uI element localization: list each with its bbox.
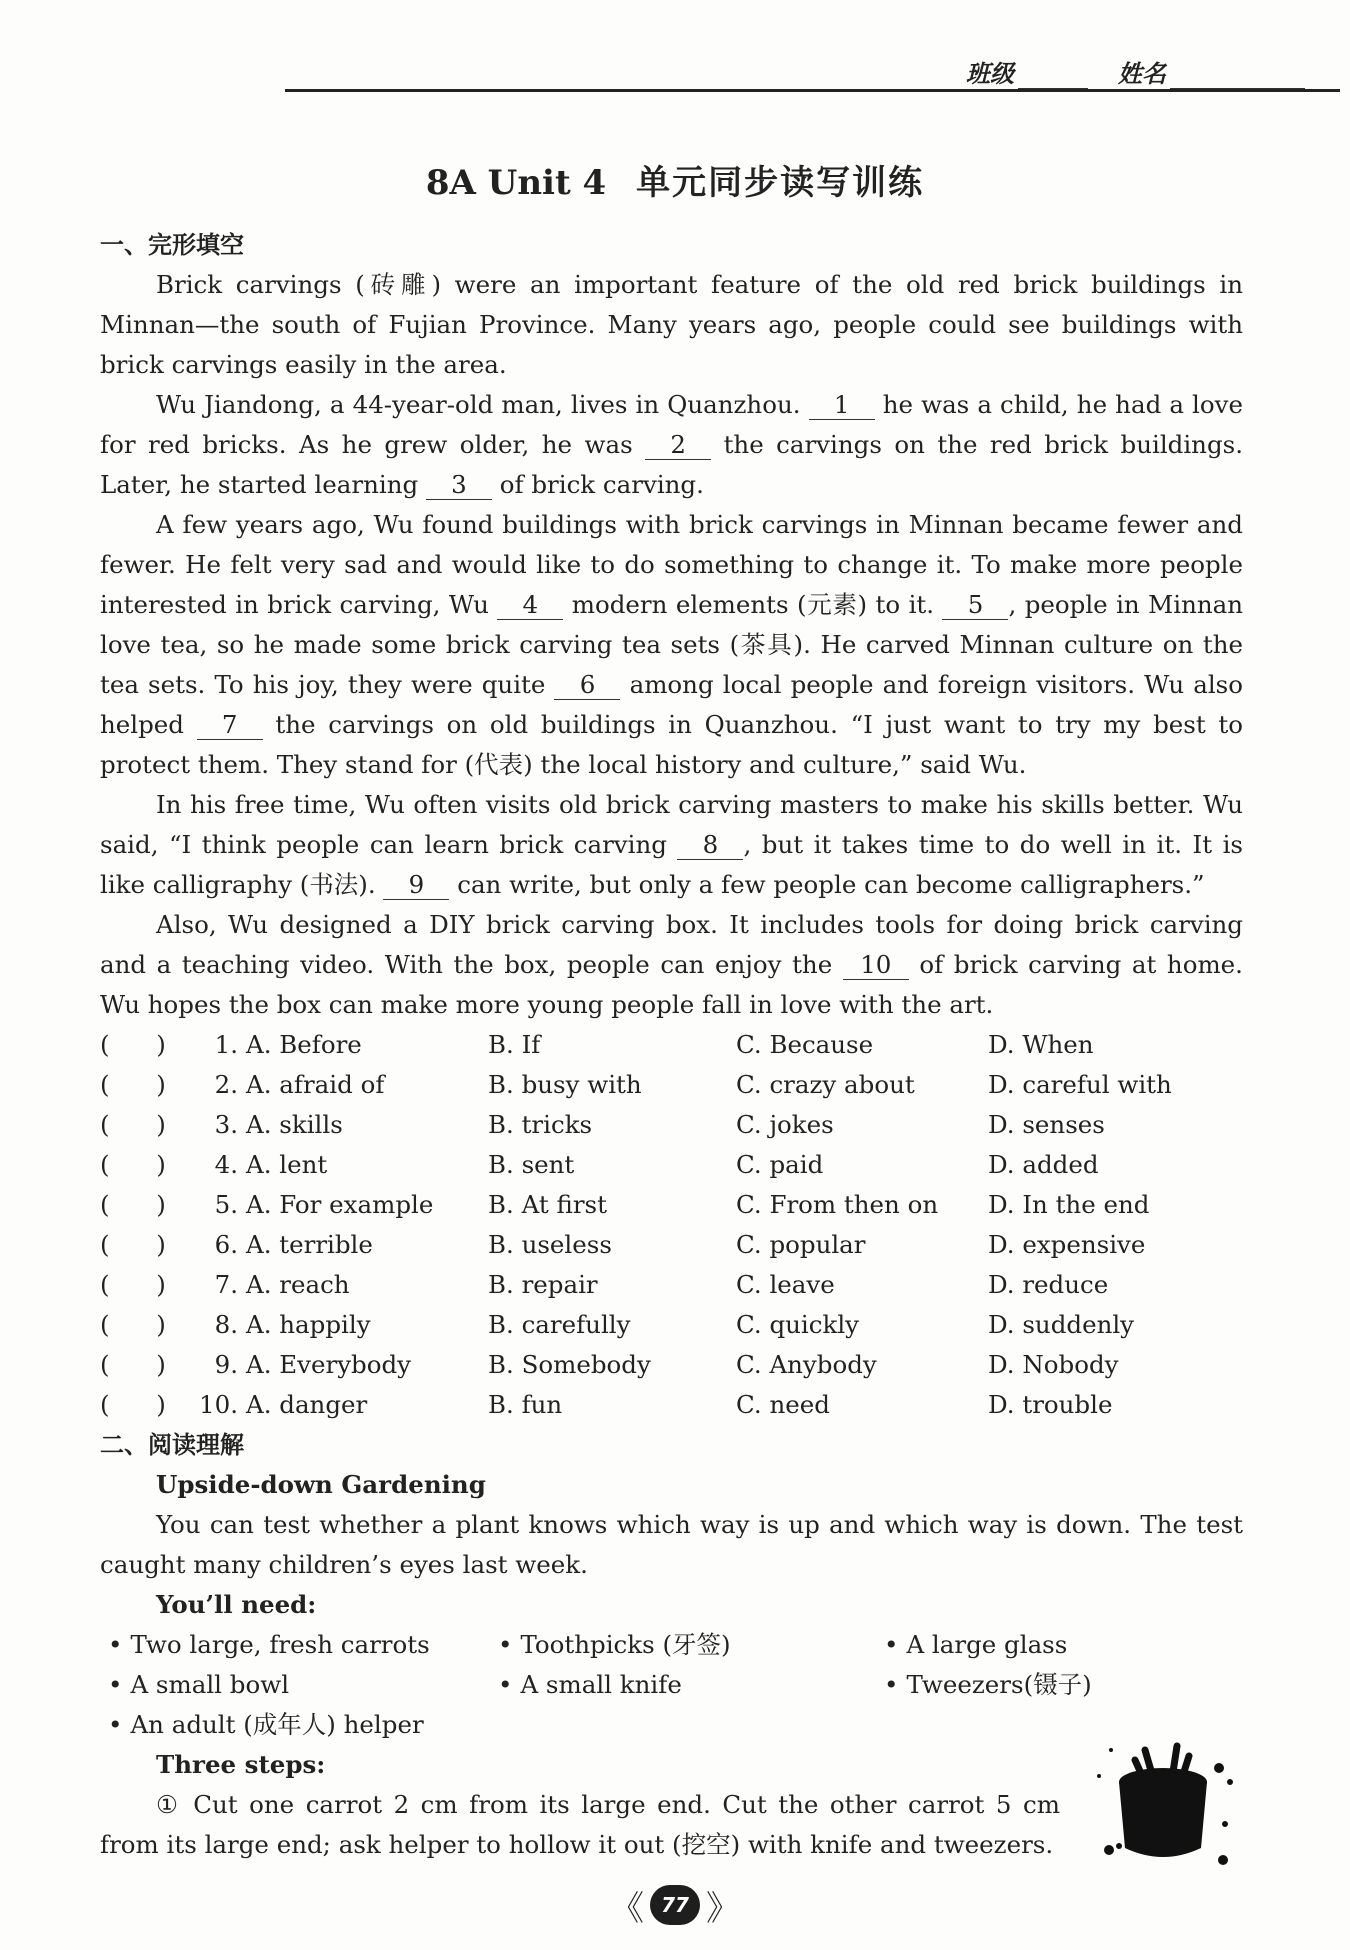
passage-paragraph	[100, 265, 1243, 385]
option-d[interactable]: D. reduce	[988, 1270, 1109, 1299]
step-1: ① Cut one carrot 2 cm from its large end. Cut the other carrot 5 cm from its large end; ask helper to hollow it out (挖空) with knife and tweezers.	[100, 1790, 1060, 1859]
option-c[interactable]: C. From then on	[736, 1190, 939, 1219]
cloze-blank[interactable]: 6	[554, 671, 620, 700]
option-row	[100, 1305, 1243, 1345]
question-number: 9.	[214, 1350, 238, 1379]
question-number: 10.	[199, 1390, 238, 1419]
option-d[interactable]: D. expensive	[988, 1230, 1146, 1259]
option-row	[100, 1025, 1243, 1065]
article-title: Upside-down Gardening	[156, 1470, 486, 1499]
need-item: • A large glass	[876, 1625, 1236, 1665]
option-b[interactable]: B. sent	[488, 1150, 575, 1179]
option-c[interactable]: C. crazy about	[736, 1070, 915, 1099]
option-b[interactable]: B. useless	[488, 1230, 612, 1259]
passage-text: the carvings on old buildings in Quanzhou. “I just want to try my best to protect them. They stand for (代表) the local history and culture,” said Wu.	[100, 710, 1243, 779]
answer-bracket[interactable]: ( )	[100, 1150, 166, 1179]
option-d[interactable]: D. When	[988, 1030, 1094, 1059]
cloze-options	[100, 1025, 1243, 1425]
option-a[interactable]: A. skills	[246, 1110, 343, 1139]
passage-paragraph	[100, 905, 1243, 1025]
option-a[interactable]: A. terrible	[246, 1230, 373, 1259]
option-d[interactable]: D. senses	[988, 1110, 1105, 1139]
passage-text: among local people and foreign visitors. Wu also helped	[100, 670, 1243, 739]
option-a[interactable]: A. Before	[246, 1030, 362, 1059]
content	[100, 225, 1243, 1865]
question-number: 6.	[214, 1230, 238, 1259]
option-row	[100, 1345, 1243, 1385]
question-number: 3.	[214, 1110, 238, 1139]
option-c[interactable]: C. Anybody	[736, 1350, 877, 1379]
option-a[interactable]: A. afraid of	[246, 1070, 385, 1099]
option-row	[100, 1105, 1243, 1145]
question-number: 7.	[214, 1270, 238, 1299]
passage-text: , but it takes time to do well in it. It is like calligraphy (书法).	[100, 830, 1243, 899]
class-field: 班级	[966, 54, 1088, 89]
passage-paragraph	[100, 505, 1243, 785]
question-number: 8.	[214, 1310, 238, 1339]
passage-text: , people in Minnan love tea, so he made some brick carving tea sets (茶具). He carved Minnan culture on the tea sets. To his joy, they were quite	[100, 590, 1244, 699]
passage-text: of brick carving.	[491, 470, 704, 499]
student-fields	[966, 54, 1305, 89]
option-c[interactable]: C. paid	[736, 1150, 824, 1179]
option-c[interactable]: C. quickly	[736, 1310, 859, 1339]
need-item: • A small knife	[490, 1665, 876, 1705]
option-a[interactable]: A. reach	[246, 1270, 350, 1299]
chevron-right-icon: 》	[706, 1888, 740, 1929]
page-title	[0, 155, 1350, 204]
cloze-blank[interactable]: 3	[426, 471, 492, 500]
carrot-glass-illustration	[1085, 1720, 1250, 1870]
needs-list	[100, 1625, 1243, 1745]
option-row	[100, 1065, 1243, 1105]
name-field: 姓名	[1118, 54, 1305, 89]
passage-paragraph	[100, 385, 1243, 505]
passage-text: A few years ago, Wu found buildings with brick carvings in Minnan became fewer and fewer. He felt very sad and would like to do something to change it. To make more people interested in brick carving, Wu	[100, 510, 1243, 619]
passage-paragraph	[100, 785, 1243, 905]
option-b[interactable]: B. If	[488, 1030, 541, 1059]
cloze-blank[interactable]: 5	[942, 591, 1008, 620]
option-b[interactable]: B. tricks	[488, 1110, 593, 1139]
cloze-blank[interactable]: 4	[497, 591, 563, 620]
option-a[interactable]: A. happily	[246, 1310, 371, 1339]
passage-text: modern elements (元素) to it.	[563, 590, 943, 619]
option-c[interactable]: C. jokes	[736, 1110, 834, 1139]
answer-bracket[interactable]: ( )	[100, 1390, 166, 1419]
option-row	[100, 1185, 1243, 1225]
passage-text: he was a child, he had a love for red bricks. As he grew older, he was	[100, 390, 1243, 459]
cloze-blank[interactable]: 2	[645, 431, 711, 460]
option-d[interactable]: D. added	[988, 1150, 1099, 1179]
answer-bracket[interactable]: ( )	[100, 1110, 166, 1139]
question-number: 2.	[214, 1070, 238, 1099]
answer-bracket[interactable]: ( )	[100, 1230, 166, 1259]
need-item: • Toothpicks (牙签)	[490, 1625, 876, 1665]
section1-heading: 一、完形填空	[100, 231, 244, 259]
article-intro: You can test whether a plant knows which way is up and which way is down. The test caught many children’s eyes last week.	[100, 1510, 1243, 1579]
chevron-left-icon: 《	[610, 1888, 644, 1929]
cloze-blank[interactable]: 8	[677, 831, 743, 860]
need-item: • An adult (成年人) helper	[100, 1705, 490, 1745]
option-b[interactable]: B. Somebody	[488, 1350, 651, 1379]
steps-label: Three steps:	[156, 1750, 326, 1779]
option-b[interactable]: B. carefully	[488, 1310, 631, 1339]
need-label: You’ll need:	[156, 1590, 317, 1619]
answer-bracket[interactable]: ( )	[100, 1070, 166, 1099]
option-row	[100, 1145, 1243, 1185]
option-row	[100, 1265, 1243, 1305]
option-c[interactable]: C. popular	[736, 1230, 866, 1259]
option-d[interactable]: D. suddenly	[988, 1310, 1135, 1339]
question-number: 5.	[214, 1190, 238, 1219]
option-a[interactable]: A. Everybody	[246, 1350, 412, 1379]
option-d[interactable]: D. Nobody	[988, 1350, 1119, 1379]
option-a[interactable]: A. For example	[246, 1190, 434, 1219]
option-b[interactable]: B. repair	[488, 1270, 598, 1299]
class-blank[interactable]	[1018, 64, 1088, 89]
name-blank[interactable]	[1170, 64, 1305, 89]
option-c[interactable]: C. leave	[736, 1270, 835, 1299]
question-number: 1.	[214, 1030, 238, 1059]
glass-icon	[1097, 1746, 1233, 1865]
option-d[interactable]: D. trouble	[988, 1390, 1113, 1419]
option-d[interactable]: D. In the end	[988, 1190, 1150, 1219]
option-a[interactable]: A. danger	[246, 1390, 368, 1419]
cloze-blank[interactable]: 9	[383, 871, 449, 900]
cloze-blank[interactable]: 7	[197, 711, 263, 740]
option-b[interactable]: B. At first	[488, 1190, 607, 1219]
cloze-blank[interactable]: 10	[843, 951, 909, 980]
page-footer	[0, 1880, 1350, 1930]
option-row	[100, 1385, 1243, 1425]
section2-heading: 二、阅读理解	[100, 1431, 244, 1459]
answer-bracket[interactable]: ( )	[100, 1190, 166, 1219]
option-c[interactable]: C. need	[736, 1390, 830, 1419]
need-item: • Two large, fresh carrots	[100, 1625, 490, 1665]
option-b[interactable]: B. fun	[488, 1390, 563, 1419]
need-item: • A small bowl	[100, 1665, 490, 1705]
title-cn: 单元同步读写训练	[636, 163, 925, 203]
passage-text: In his free time, Wu often visits old brick carving masters to make his skills better. Wu said, “I think people can learn brick carving	[100, 790, 1243, 859]
title-unit: 8A Unit 4	[425, 163, 607, 203]
passage-text: Brick carvings (砖雕) were an important feature of the old red brick buildings in Minnan—the south of Fujian Province. Many years ago, people could see buildings with brick carvings easily in the area.	[100, 270, 1243, 379]
header	[285, 52, 1340, 92]
page-number: 77	[650, 1885, 700, 1925]
option-a[interactable]: A. lent	[246, 1150, 328, 1179]
passage-text: can write, but only a few people can become calligraphers.”	[449, 870, 1205, 899]
passage-text: the carvings on the red brick buildings. Later, he started learning	[100, 430, 1243, 499]
cloze-blank[interactable]: 1	[809, 391, 875, 420]
answer-bracket[interactable]: ( )	[100, 1030, 166, 1059]
option-b[interactable]: B. busy with	[488, 1070, 642, 1099]
cloze-passage	[100, 265, 1243, 1025]
passage-text: Wu Jiandong, a 44-year-old man, lives in Quanzhou.	[156, 390, 809, 419]
answer-bracket[interactable]: ( )	[100, 1270, 166, 1299]
question-number: 4.	[214, 1150, 238, 1179]
answer-bracket[interactable]: ( )	[100, 1310, 166, 1339]
header-rule	[285, 89, 1340, 92]
passage-text: of brick carving at home. Wu hopes the box can make more young people fall in love with the art.	[100, 950, 1243, 1019]
answer-bracket[interactable]: ( )	[100, 1350, 166, 1379]
passage-text: Also, Wu designed a DIY brick carving box. It includes tools for doing brick carving and a teaching video. With the box, people can enjoy the	[100, 910, 1243, 979]
option-row	[100, 1225, 1243, 1265]
need-item: • Tweezers(镊子)	[876, 1665, 1236, 1705]
option-c[interactable]: C. Because	[736, 1030, 874, 1059]
option-d[interactable]: D. careful with	[988, 1070, 1172, 1099]
